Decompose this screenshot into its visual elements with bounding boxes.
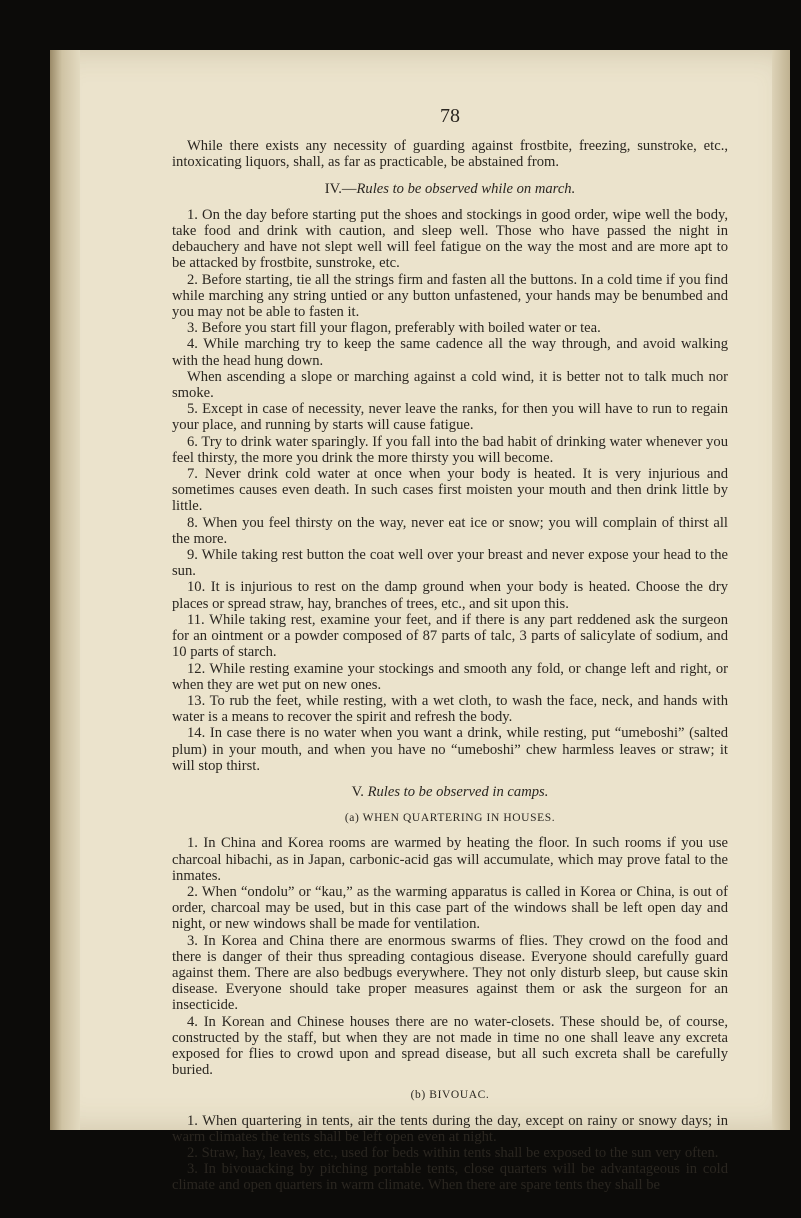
list-item: 3. In Korea and China there are enormous swarms of flies. They crowd on the food and there is danger of their thus spreading contagious disease. Everyone should carefully guard against them. There are also bedbugs everywhere. They not only disturb sleep, but cause skin disease. Everyone should take proper measures against them or ask the surgeon for an insecticide. xyxy=(172,932,728,1014)
page-text xyxy=(172,105,728,1194)
subsection-a-list xyxy=(172,835,728,1078)
list-item: 2. Straw, hay, leaves, etc., used for beds within tents shall be exposed to the sun very often. xyxy=(187,1144,719,1161)
list-item: 10. It is injurious to rest on the damp ground when your body is heated. Choose the dry places or spread straw, hay, branches of trees, etc., and sit upon this. xyxy=(172,579,728,612)
page-edge xyxy=(772,50,790,1130)
list-item: 1. In China and Korea rooms are warmed by heating the floor. In such rooms if you use charcoal hibachi, as in Japan, carbonic-acid gas will accumulate, which may prove fatal to the inmates. xyxy=(172,835,728,884)
list-item: 3. In bivouacking by pitching portable tents, close quarters will be advantageous in cold climate and open quarters in warm climate. When there are spare tents they shall be xyxy=(172,1161,728,1194)
list-item: When ascending a slope or marching against a cold wind, it is better not to talk much nor smoke. xyxy=(172,368,728,402)
list-item: 4. While marching try to keep the same cadence all the way through, and avoid walking with the head hung down. xyxy=(172,336,728,369)
list-item: 13. To rub the feet, while resting, with a wet cloth, to wash the face, neck, and hands with water is a means to recover the spirit and refresh the body. xyxy=(172,692,728,726)
section-v-number: V. xyxy=(351,783,364,800)
list-item: 2. Before starting, tie all the strings firm and fasten all the buttons. In a cold time if you find while marching any string untied or any button unfastened, your hands may be benumbed and you may not be able to fasten it. xyxy=(172,271,728,321)
list-item: 3. Before you start fill your flagon, preferably with boiled water or tea. xyxy=(187,320,601,337)
list-item: 14. In case there is no water when you want a drink, while resting, put “umeboshi” (salted plum) in your mouth, and when you have no “umeboshi” chew harmless leaves or straw; it will stop thirst. xyxy=(172,725,728,774)
list-item: 11. While taking rest, examine your feet, and if there is any part reddened ask the surgeon for an ointment or a powder composed of 87 parts of talc, 3 parts of salicylate of sodium, and 10 parts of starch. xyxy=(172,611,728,661)
section-v-title: Rules to be observed in camps. xyxy=(367,783,549,800)
section-iv-title: Rules to be observed while on march. xyxy=(356,180,576,197)
list-item: 5. Except in case of necessity, never leave the ranks, for then you will have to run to regain your place, and running by starts will cause fatigue. xyxy=(172,401,728,434)
list-item: 9. While taking rest button the coat well over your breast and never expose your head to the sun. xyxy=(172,547,728,580)
list-item: 12. While resting examine your stockings and smooth any fold, or change left and right, or when they are wet put on new ones. xyxy=(172,660,728,693)
list-item: 4. In Korean and Chinese houses there are no water-closets. These should be, of course, constructed by the staff, but when they are not made in time no one shall leave any excreta exposed for flies to crowd upon and spread disease, but all such excreta shall be carefully buried. xyxy=(172,1013,728,1079)
page-number: 78 xyxy=(440,105,460,127)
book-spine xyxy=(50,50,80,1130)
section-iv-number: IV.— xyxy=(324,180,357,197)
intro-paragraph: While there exists any necessity of guarding against frostbite, freezing, sunstroke, etc., intoxicating liquors, shall, as far as practicable, be abstained from. xyxy=(172,138,728,171)
subsection-a-heading: (a) WHEN QUARTERING IN HOUSES. xyxy=(344,812,556,825)
list-item: 7. Never drink cold water at once when your body is heated. It is very injurious and sometimes causes even death. In such cases first moisten your mouth and then drink little by little. xyxy=(172,466,728,515)
list-item: 6. Try to drink water sparingly. If you fall into the bad habit of drinking water whenever you feel thirsty, the more you drink the more thirsty you will become. xyxy=(172,433,728,466)
section-iv-list xyxy=(172,207,728,774)
list-item: 1. When quartering in tents, air the tents during the day, except on rainy or snowy days; in warm climates the tents shall be left open even at night. xyxy=(172,1112,728,1145)
subsection-b-heading: (b) BIVOUAC. xyxy=(410,1089,490,1102)
list-item: 1. On the day before starting put the shoes and stockings in good order, wipe well the body, take food and drink with caution, and sleep well. Those who have passed the night in debauchery and have not slept well will feel fatigue on the way the most and are more apt to be attacked by frostbite, sunstroke, etc. xyxy=(172,206,728,272)
section-iv-heading xyxy=(172,181,728,197)
list-item: 8. When you feel thirsty on the way, never eat ice or snow; you will complain of thirst all the more. xyxy=(172,514,728,547)
section-v-heading xyxy=(172,784,728,800)
list-item: 2. When “ondolu” or “kau,” as the warming apparatus is called in Korea or China, is out of order, charcoal may be used, but in this case part of the windows shall be left open day and night, or new windows shall be made for ventilation. xyxy=(172,883,728,933)
subsection-b-list xyxy=(172,1113,728,1194)
